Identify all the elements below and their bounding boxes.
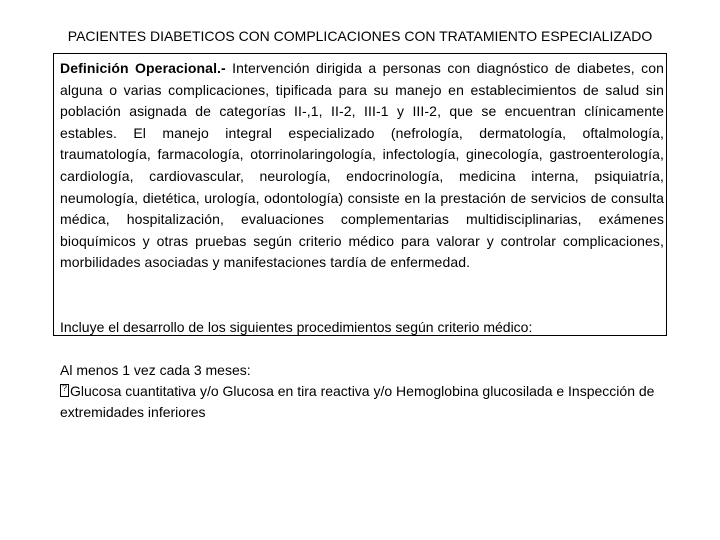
schedule-heading: Al menos 1 vez cada 3 meses: [60,362,251,378]
procedures-intro: Incluye el desarrollo de los siguientes procedimientos según criterio médico: [60,319,533,335]
missing-glyph-bullet-icon [60,384,69,397]
definition-term: Definición Operacional.- [60,60,226,76]
schedule-section [60,360,670,423]
definition-paragraph [60,58,664,274]
definition-text: Intervención dirigida a personas con diagnóstico de diabetes, con alguna o varias complicaciones, tipificada para su manejo en establecimientos de salud sin población asignada de categorías II-,1, II-2, III-1 y III-2, que se encuentran clínicamente estables. El manejo integral especializado (nefrología, dermatología, oftalmología, traumatología, farmacología, otorrinolaringología, infectología, ginecología, gastroenterología, cardiología, cardiovascular, neurología, endocrinología, medicina interna, psiquiatría, neumología, dietética, urología, odontología) consiste en la prestación de servicios de consulta médica, hospitalización, evaluaciones complementarias multidisciplinarias, exámenes bioquímicos y otras pruebas según criterio médico para valorar y controlar complicaciones, morbilidades asociadas y manifestaciones tardía de enfermedad. [60,60,664,271]
schedule-item [60,381,670,423]
page-title: PACIENTES DIABETICOS CON COMPLICACIONES CON TRATAMIENTO ESPECIALIZADO [67,28,653,44]
schedule-item-text: Glucosa cuantitativa y/o Glucosa en tira reactiva y/o Hemoglobina glucosilada e Inspección de extremidades inferiores [60,383,655,420]
